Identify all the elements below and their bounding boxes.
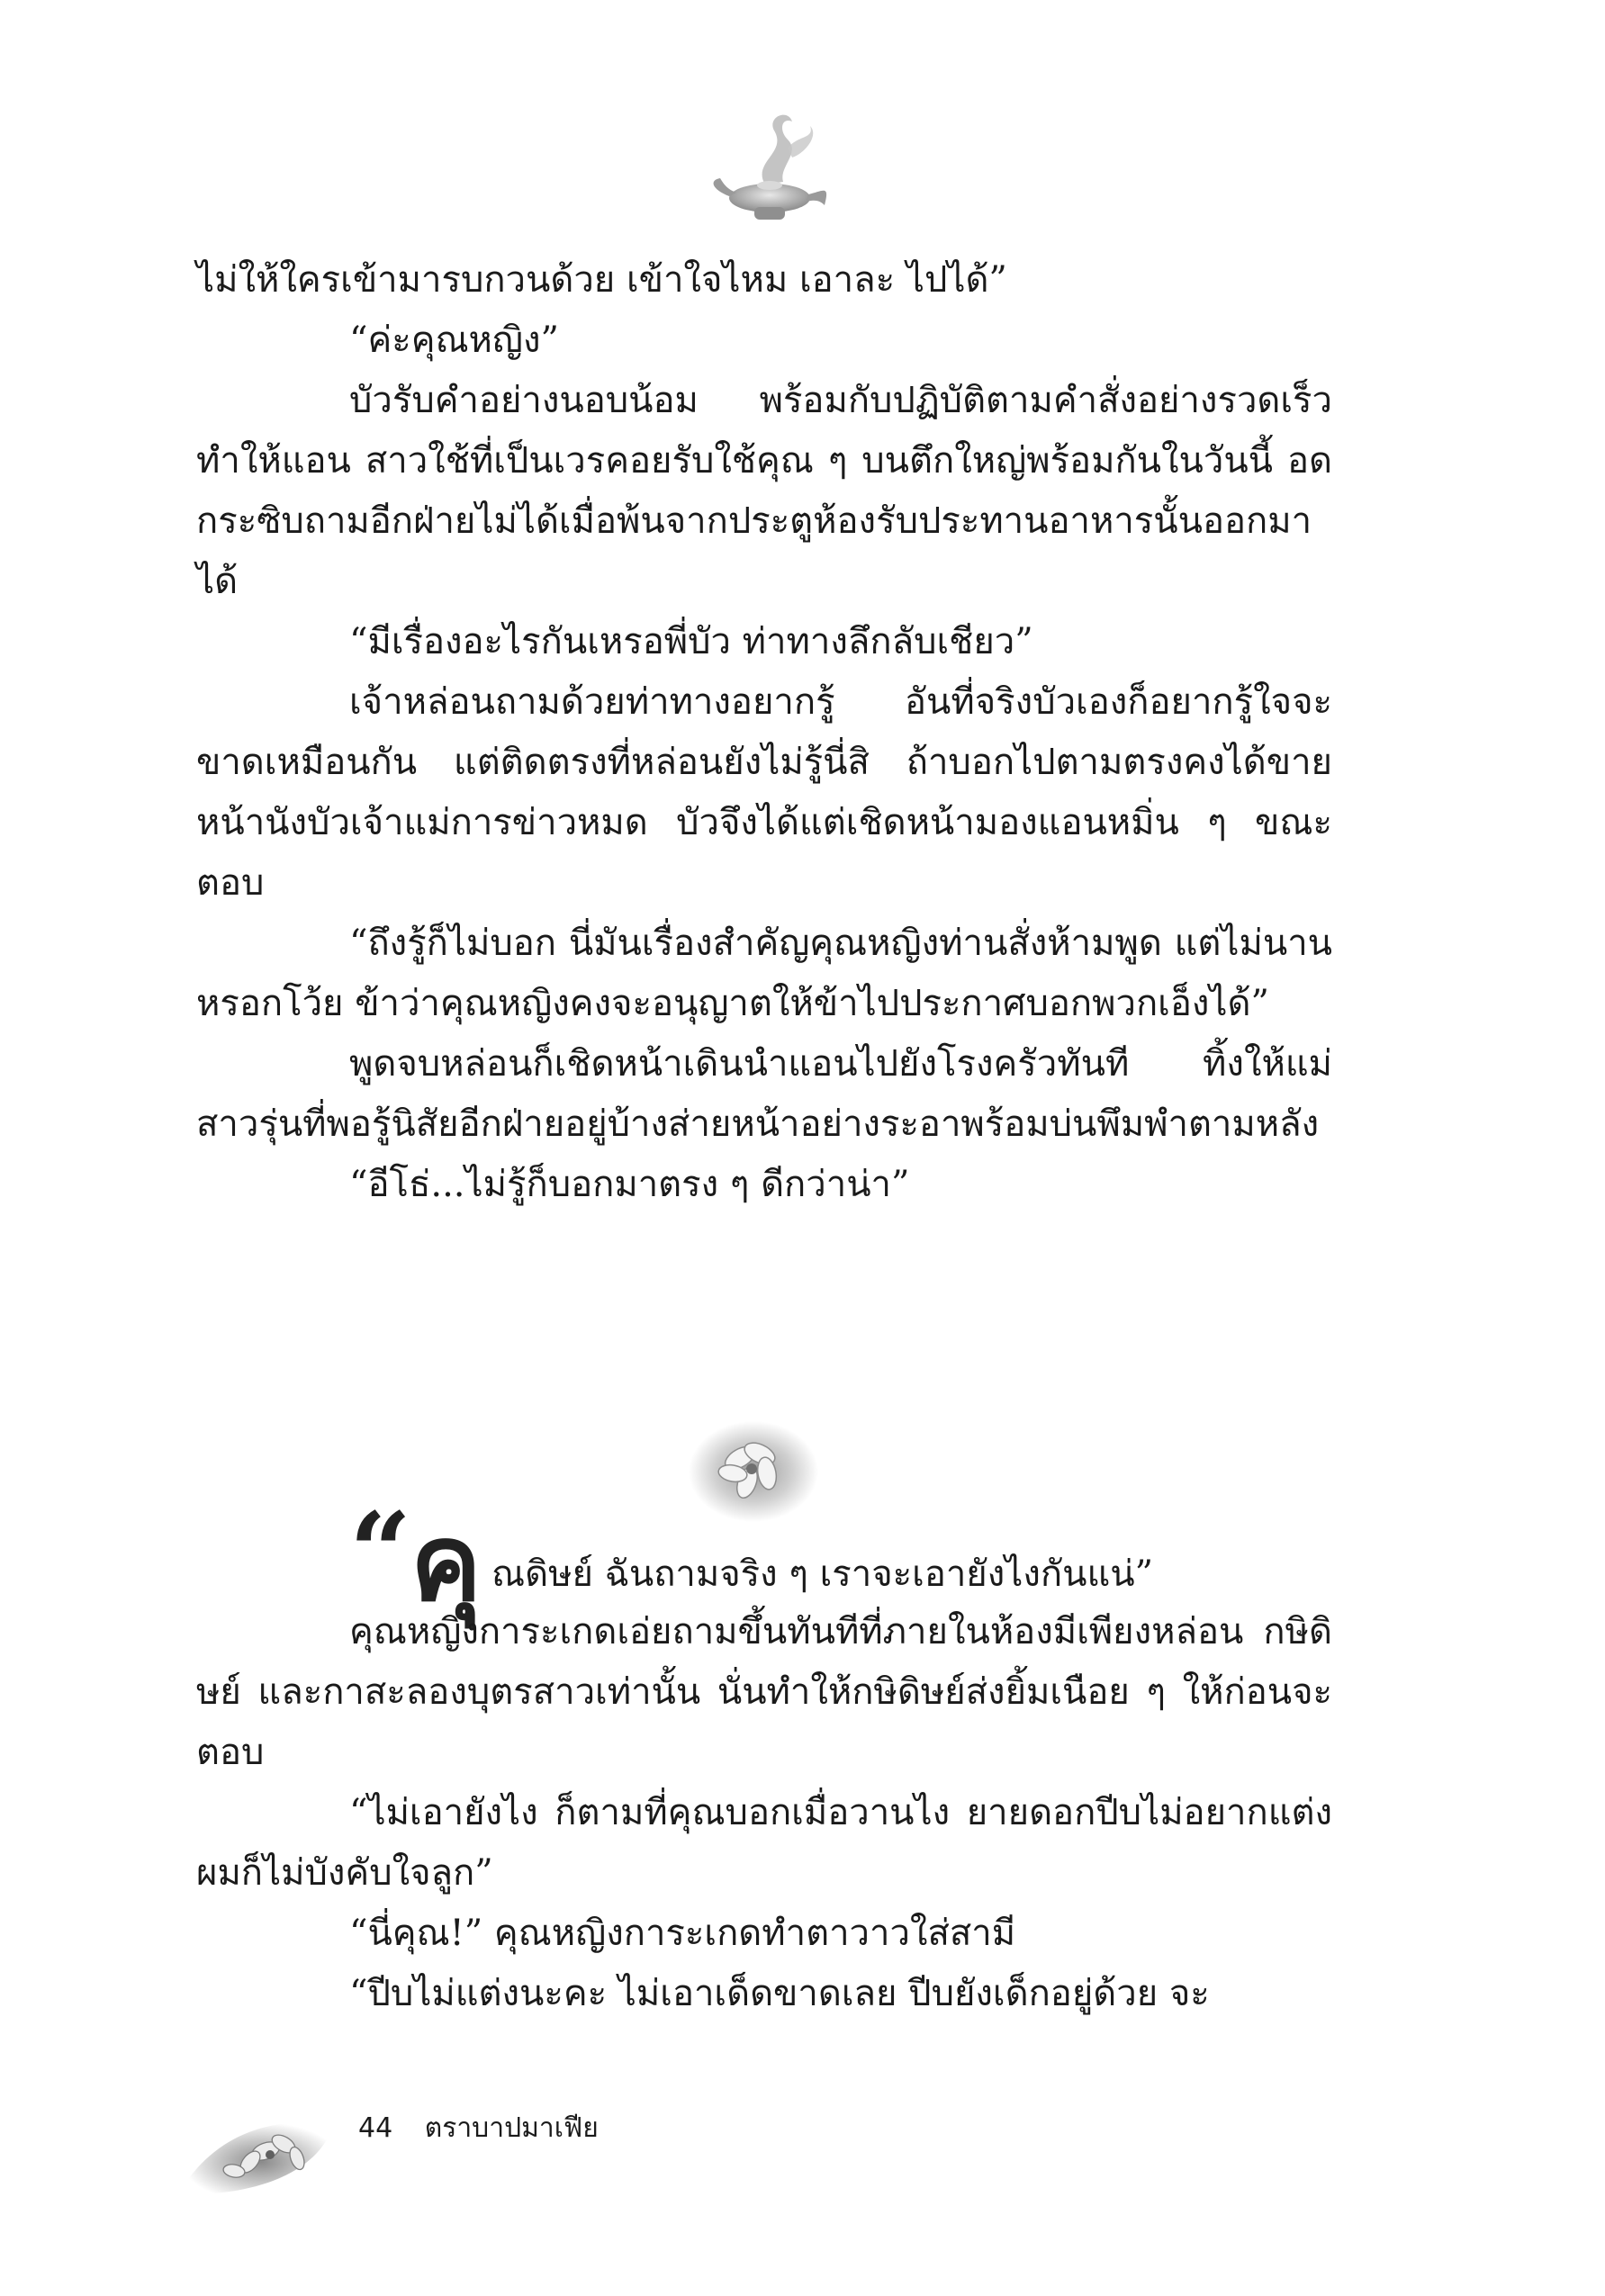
paragraph: “มีเรื่องอะไรกันเหรอพี่บัว ท่าทางลึกลับเชียว”: [349, 621, 1033, 662]
lamp-ornament-icon: [702, 99, 837, 234]
drop-cap-letter: คุ: [410, 1499, 482, 1625]
page-number: 44: [358, 2112, 393, 2144]
book-title: ตราบาปมาเฟีย: [424, 2112, 599, 2144]
paragraph: บัวรับคำอย่างนอบน้อม พร้อมกับปฏิบัติตามคำสั่งอย่างรวดเร็ว ทำให้แอน สาวใช้ที่เป็นเวรคอยรับใช้คุณ ๆ บนตึกใหญ่พร้อมกันในวันนี้ อดกระซิบถามอีกฝ่ายไม่ได้เมื่อพ้นจากประตูห้องรับประทานอาหารนั้นออกมาได้: [196, 380, 1332, 602]
paragraph: คุณหญิงการะเกดเอ่ยถามขึ้นทันทีที่ภายในห้องมีเพียงหล่อน กษิดิษย์ และกาสะลองบุตรสาวเท่านั้น นั่นทำให้กษิดิษย์ส่งยิ้มเนือย ๆ ให้ก่อนจะตอบ: [196, 1611, 1332, 1773]
paragraph: “ถึงรู้ก็ไม่บอก นี่มันเรื่องสำคัญคุณหญิงท่านสั่งห้ามพูด แต่ไม่นานหรอกโว้ย ข้าว่าคุณหญิงคงจะอนุญาตให้ข้าไปประกาศบอกพวกเอ็งได้”: [196, 923, 1332, 1024]
paragraph: เจ้าหล่อนถามด้วยท่าทางอยากรู้ อันที่จริงบัวเองก็อยากรู้ใจจะขาดเหมือนกัน แต่ติดตรงที่หล่อนยังไม่รู้นี่สิ ถ้าบอกไปตามตรงคงได้ขายหน้านังบัวเจ้าแม่การข่าวหมด บัวจึงได้แต่เชิดหน้ามองแอนหมิ่น ๆ ขณะตอบ: [196, 681, 1332, 904]
page-footer: [358, 2111, 599, 2147]
paragraph: “ค่ะคุณหญิง”: [349, 320, 559, 361]
text-block-upper: [196, 250, 1332, 1215]
text-block-lower: [196, 1602, 1332, 2024]
drop-cap-text: ณดิษย์ ฉันถามจริง ๆ เราจะเอายังไงกันแน่”: [491, 1553, 1154, 1595]
drop-cap-quote: “: [349, 1489, 412, 1616]
paragraph: “อีโธ่...ไม่รู้ก็บอกมาตรง ๆ ดีกว่าน่า”: [349, 1164, 910, 1205]
paragraph: “ปีบไม่แต่งนะคะ ไม่เอาเด็ดขาดเลย ปีบยังเด็กอยู่ด้วย จะ: [349, 1973, 1210, 2014]
paragraph: พูดจบหล่อนก็เชิดหน้าเดินนำแอนไปยังโรงครัวทันที ทิ้งให้แม่สาวรุ่นที่พอรู้นิสัยอีกฝ่ายอยู่บ้างส่ายหน้าอย่างระอาพร้อมบ่นพึมพำตามหลัง: [196, 1043, 1332, 1145]
paragraph: “ไม่เอายังไง ก็ตามที่คุณบอกเมื่อวานไง ยายดอกปีบไม่อยากแต่ง ผมก็ไม่บังคับใจลูก”: [196, 1792, 1332, 1894]
paragraph: ไม่ให้ใครเข้ามารบกวนด้วย เข้าใจไหม เอาละ ไปได้”: [196, 259, 1007, 301]
paragraph: “นี่คุณ!” คุณหญิงการะเกดทำตาวาวใส่สามี: [349, 1913, 1016, 1954]
drop-cap-line: [349, 1489, 1332, 1625]
footer-flower-icon: [180, 2088, 351, 2205]
